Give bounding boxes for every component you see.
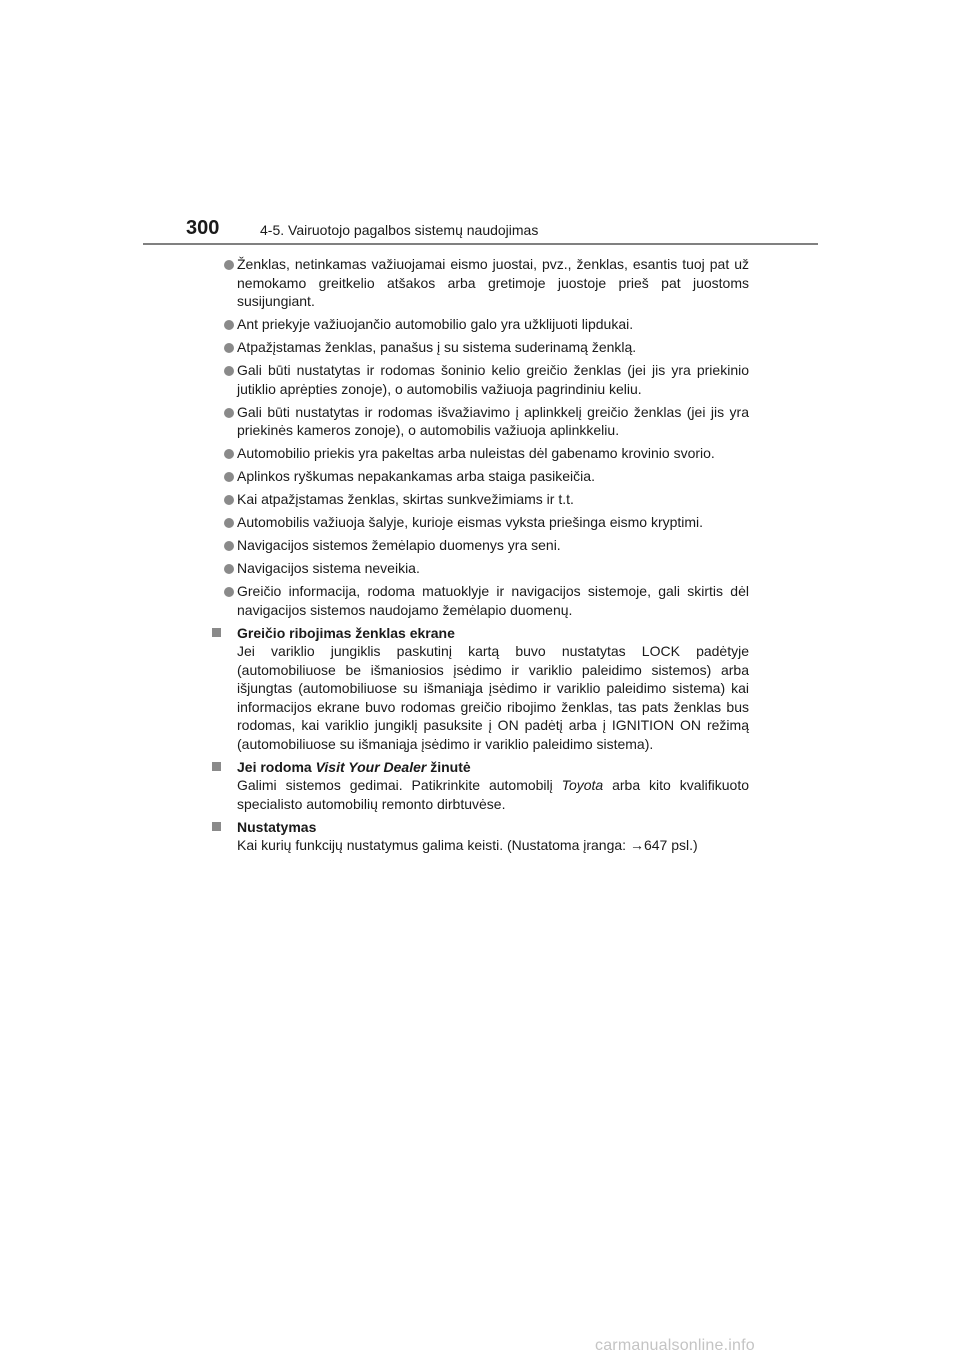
list-item: Atpažįstamas ženklas, panašus į su sistema suderinamą ženklą. <box>211 338 749 357</box>
page-number: 300 <box>186 217 220 239</box>
section-body-dealer: Galimi sistemos gedimai. Patikrinkite automobilį Toyota arba kito kvalifikuoto specialisto automobilių remonto dirbtuvėse. <box>237 777 749 812</box>
list-item: Automobilio priekis yra pakeltas arba nuleistas dėl gabenamo krovinio svorio. <box>211 444 749 463</box>
section-heading-dealer: Jei rodoma Visit Your Dealer žinutė <box>211 758 749 777</box>
section-body-settings: Kai kurių funkcijų nustatymus galima keisti. (Nustatoma įranga: →647 psl.) <box>237 837 698 853</box>
list-item: Automobilis važiuoja šalyje, kurioje eismas vyksta priešinga eismo kryptimi. <box>211 513 749 532</box>
circle-bullet-icon <box>224 260 234 270</box>
list-item: Greičio informacija, rodoma matuoklyje ir navigacijos sistemoje, gali skirtis dėl navigacijos sistemos naudojamo žemėlapio duomenų. <box>211 582 749 619</box>
dealer-message-name: Visit Your Dealer <box>315 758 427 775</box>
list-item: Navigacijos sistemos žemėlapio duomenys yra seni. <box>211 536 749 555</box>
circle-bullet-icon <box>224 366 234 376</box>
circle-bullet-icon <box>224 472 234 482</box>
list-item: Ženklas, netinkamas važiuojamai eismo juostai, pvz., ženklas, esantis tuoj pat už nemokamo greitkelio atšakos arba gretimoje juostoje prieš pat juostoms susijungiant. <box>211 255 749 311</box>
circle-bullet-icon <box>224 518 234 528</box>
header-divider <box>143 243 818 245</box>
watermark: carmanualsonline.info <box>595 1337 755 1354</box>
brand-name: Toyota <box>561 777 604 793</box>
list-item: Kai atpažįstamas ženklas, skirtas sunkvežimiams ir t.t. <box>211 490 749 509</box>
square-bullet-icon <box>212 628 221 637</box>
list-item: Aplinkos ryškumas nepakankamas arba staiga pasikeičia. <box>211 467 749 486</box>
section-heading-display: Greičio ribojimas ženklas ekrane <box>211 624 749 643</box>
circle-bullet-icon <box>224 449 234 459</box>
list-item: Gali būti nustatytas ir rodomas šoninio kelio greičio ženklas (jei jis yra priekinio jutiklio aprėpties zonoje), o automobilis važiuoja pagrindiniu keliu. <box>211 361 749 398</box>
circle-bullet-icon <box>224 495 234 505</box>
page-content <box>211 255 749 859</box>
list-item: Ant priekyje važiuojančio automobilio galo yra užklijuoti lipdukai. <box>211 315 749 334</box>
list-item: Navigacijos sistema neveikia. <box>211 559 749 578</box>
section-heading-settings: Nustatymas <box>211 818 749 837</box>
section-body-display: Jei variklio jungiklis paskutinį kartą buvo nustatytas LOCK padėtyje (automobiliuose be išmaniosios įsėdimo ir variklio paleidimo sistemos) arba išjungtas (automobiliuose su išmaniąja įsėdimo ir variklio paleidimo sistema) kai informacijos ekrane buvo rodomas greičio ribojimo ženklas, tas pats ženklas bus rodomas, kai variklio jungiklį pasuksite į ON padėtį arba į IGNITION ON režimą (automobiliuose su išmaniąja įsėdimo ir variklio paleidimo sistema). <box>237 643 749 752</box>
list-item: Gali būti nustatytas ir rodomas išvažiavimo į aplinkkelį greičio ženklas (jei jis yra priekinės kameros zonoje), o automobilis važiuoja aplinkkeliu. <box>211 403 749 440</box>
circle-bullet-icon <box>224 343 234 353</box>
circle-bullet-icon <box>224 564 234 574</box>
circle-bullet-icon <box>224 320 234 330</box>
circle-bullet-icon <box>224 408 234 418</box>
square-bullet-icon <box>212 762 221 771</box>
circle-bullet-icon <box>224 541 234 551</box>
square-bullet-icon <box>212 822 221 831</box>
circle-bullet-icon <box>224 587 234 597</box>
section-title: 4-5. Vairuotojo pagalbos sistemų naudojimas <box>260 222 539 238</box>
